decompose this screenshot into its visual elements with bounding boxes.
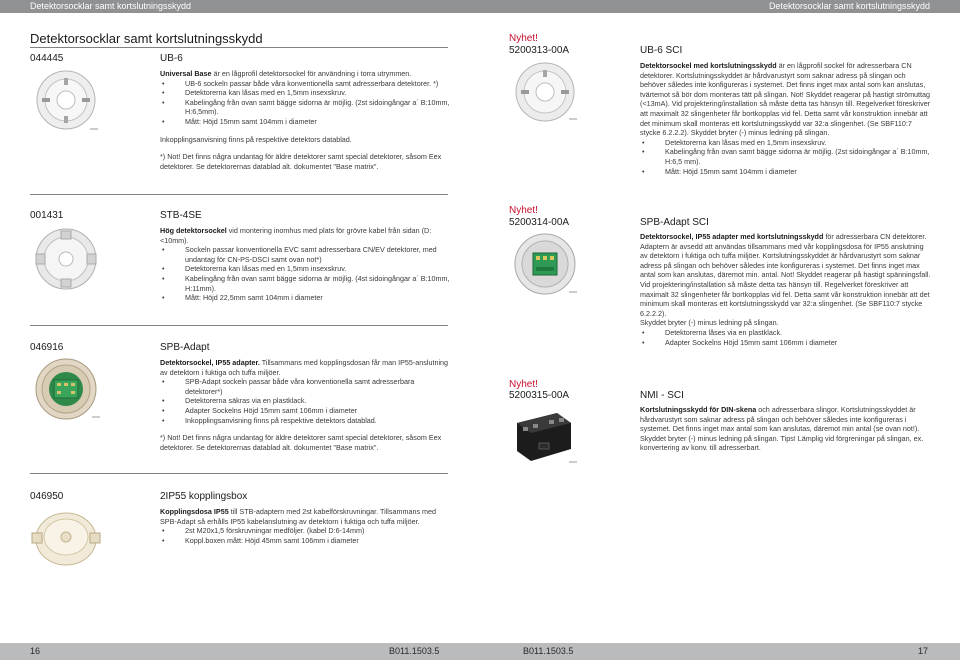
list-item: • 2st M20x1,5 förskruvningar medföljer. (kabel D:6-14mm) bbox=[160, 526, 450, 536]
desc-bold: Kortslutningsskydd för DIN-skena bbox=[640, 405, 757, 414]
note: *) Not! Det finns några undantag för äldre detektorer samt special detektorer, såsom Eex detektorer. Se detektorernas datablad alt. dokumentet "Base matrix". bbox=[160, 152, 442, 171]
list-item: • Koppl.boxen mått: Höjd 45mm samt 106mm i diameter bbox=[160, 536, 450, 546]
spbadapt-description bbox=[160, 358, 450, 452]
list-item: • Kabelingång från ovan samt bägge sidorna är möjlig. (4st sidoingångar a´ B:10mm, H:11mm). bbox=[160, 274, 450, 293]
desc-bold: Detektorsockel med kortslutningsskydd bbox=[640, 61, 777, 70]
section-rule bbox=[30, 47, 448, 48]
ub6-description bbox=[160, 69, 450, 171]
header-bar bbox=[0, 0, 960, 13]
list-item: • SPB-Adapt sockeln passar både våra konventionella samt adresserbara detektorer*) bbox=[160, 377, 450, 396]
product-code: 001431 bbox=[30, 210, 64, 221]
stb4se-base-image bbox=[30, 228, 102, 290]
list-item: • Mått: Höjd 15mm samt 104mm i diameter bbox=[160, 117, 450, 127]
desc-bold: Kopplingsdosa IP55 bbox=[160, 507, 229, 516]
extra-text: Skyddet bryter (-) minus ledning på slingan. bbox=[640, 318, 779, 328]
page-heading: Detektorsocklar samt kortslutningsskydd bbox=[30, 31, 263, 46]
ip55box-image bbox=[30, 507, 102, 567]
list-item: • Sockeln passar konventionella EVC samt adresserbara CN/EV detektorer, med undantag för CN-PS-DSCI samt ovan not*) bbox=[160, 245, 450, 264]
ip55box-description bbox=[160, 507, 450, 545]
footer-bar bbox=[0, 643, 960, 660]
spbadaptsci-image bbox=[509, 233, 581, 297]
header-title-right: Detektorsocklar samt kortslutningsskydd bbox=[768, 1, 930, 11]
section-rule bbox=[30, 325, 448, 326]
section-rule bbox=[30, 194, 448, 195]
page-number-left: 16 bbox=[30, 646, 41, 656]
list-item: • Detektorerna säkras via en plastklack. bbox=[160, 396, 450, 406]
list-item: • Mått: Höjd 15mm samt 104mm i diameter bbox=[640, 167, 932, 177]
desc-text: och adresserbara slingor. Kortslutningsskyddet är hårdvarustyrt som saknar adress på slingan och behöver således inte konfigureras i systemet. Det finns inget max antal som kan anslutas, däremot min antal (se ovan not!). Skyddet bryter (-) minus ledning på slingan. Tips! Lämplig vid förgreningar på slingan, ex. konvertering av konv. till adresserbart. bbox=[640, 405, 924, 453]
ub6sci-base-image bbox=[509, 62, 581, 124]
document-ref-left: B011.1503.5 bbox=[389, 646, 440, 656]
stb4se-description bbox=[160, 226, 450, 303]
note: *) Not! Det finns några undantag för äldre detektorer samt special detektorer, såsom Eex detektorer. Se detektorernas datablad alt. dokumentet "Base matrix". bbox=[160, 433, 442, 452]
product-code: 5200314-00A bbox=[509, 217, 570, 228]
ub6-base-image bbox=[30, 70, 102, 132]
nmisci-description bbox=[640, 405, 932, 453]
list-item: • Detektorerna kan låsas med en 1,5mm insexskruv. bbox=[640, 138, 932, 148]
desc-bold: Hög detektorsockel bbox=[160, 226, 227, 235]
list-item: • UB-6 sockeln passar både våra konventionella samt adresserbara detektorer. *) bbox=[160, 79, 450, 89]
list-item: • Inkopplingsanvisning finns på respektive detektors datablad. bbox=[160, 416, 450, 426]
section-rule bbox=[30, 473, 448, 474]
product-code: 5200315-00A bbox=[509, 390, 570, 401]
product-name: SPB-Adapt bbox=[160, 342, 210, 353]
spbadaptsci-description bbox=[640, 232, 932, 347]
desc-text: är en lågprofil sockel för adresserbara CN detektorer. Kortslutningsskyddet är hårdvarustyrt som saknar adress på slingan och behöver således inte konfigureras i systemet. Det finns inget max antal som kan anslutas, tvärtemot så bör dom monteras tätt på slingan. Not! Skyddet reagerar på hastigt strömuttag (<13mA). Vid projektering/installation så måste detta tas hänsyn till. Regelverket föreskriver att maximalt 32 slingenheter får bortkopplas vid fel. Detta samt vår konstruktion innebär att det minimum skall monteras ett kortslutningsskydd var 32:a slingenhet. (Se SBF110:7 stycke 6.2.2.2). Skyddet bryter (-) minus ledning på slingan. bbox=[640, 61, 931, 138]
list-item: • Kabelingång från ovan samt bägge sidorna är möjlig. (2st sidoingångar a´ B:10mm, H:6,5mm). bbox=[160, 98, 450, 117]
product-name: STB-4SE bbox=[160, 210, 202, 221]
new-badge: Nyhet! bbox=[509, 379, 538, 390]
spbadapt-image bbox=[30, 358, 104, 422]
desc-text: till STB-adaptern med 2st kabelförskruvningar. Tillsammans med SPB-Adapt så erhålls IP55 kabelanslutning av detektorn i fuktiga och tuffa miljöer. bbox=[160, 507, 437, 526]
nmisci-din-module-image bbox=[509, 405, 581, 467]
product-code: 5200313-00A bbox=[509, 45, 570, 56]
desc-text: för adresserbara CN detektorer. Adaptern är avsedd att användas tillsammans med vår kopplingsdosa för IP55 anslutning av detektorn i fuktiga och tuffa miljöer. Kortslutningsskyddet är hårdvarustyrt som saknar adress på slingan och behöver således inte konfigureras i systemet. Det finns inget max antal som kan anslutas, däremot min. antal. Not! Skyddet reagerar på hastigt spänningsfall. Vid projektering/installation så måste detta tas hänsyn till. Regelverket föreskriver att maximalt 32 slingenheter får bortkopplas vid fel. Detta samt vår konstruktion innebär att det minimum skall monteras ett kortslutningsskydd var 32:a slingenhet. (Se SBF110:7 stycke 6.2.2.2). bbox=[640, 232, 931, 318]
header-title-left: Detektorsocklar samt kortslutningsskydd bbox=[30, 1, 192, 11]
desc-bold: Detektorsockel, IP55 adapter. bbox=[160, 358, 260, 367]
product-code: 046950 bbox=[30, 491, 64, 502]
list-item: • Mått: Höjd 22,5mm samt 104mm i diameter bbox=[160, 293, 450, 303]
product-name: SPB-Adapt SCI bbox=[640, 217, 709, 228]
desc-bold: Detektorsockel, IP55 adapter med kortslutningsskydd bbox=[640, 232, 824, 241]
product-name: NMI - SCI bbox=[640, 390, 684, 401]
ub6sci-description bbox=[640, 61, 932, 176]
desc-bold: Universal Base bbox=[160, 69, 212, 78]
desc-text: Tillsammans med kopplingsdosan får man IP55-anslutning av detektorn i fuktiga och tuffa miljöer. bbox=[160, 358, 449, 377]
product-name: 2IP55 kopplingsbox bbox=[160, 491, 248, 502]
list-item: • Kabelingång från ovan samt bägge sidorna är möjlig. (2st sidoingångar a´ B:10mm, H:6,5 mm). bbox=[640, 147, 932, 166]
product-name: UB-6 bbox=[160, 53, 183, 64]
note: Inkopplingsanvisning finns på respektive detektors datablad. bbox=[160, 134, 352, 144]
list-item: • Detektorerna kan låsas med en 1,5mm insexskruv. bbox=[160, 88, 450, 98]
page-number-right: 17 bbox=[918, 646, 929, 656]
new-badge: Nyhet! bbox=[509, 33, 538, 44]
product-code: 044445 bbox=[30, 53, 64, 64]
desc-text: vid montering inomhus med plats för grövre kabel från sidan (D:<10mm). bbox=[160, 226, 432, 245]
product-name: UB-6 SCI bbox=[640, 45, 683, 56]
list-item: • Adapter Sockelns Höjd 15mm samt 106mm i diameter bbox=[160, 406, 450, 416]
list-item: • Detektorerna kan låsas med en 1,5mm insexskruv. bbox=[160, 264, 450, 274]
desc-text: är en lågprofil detektorsockel för användning i torra utrymmen. bbox=[211, 69, 412, 78]
product-code: 046916 bbox=[30, 342, 64, 353]
document-ref-right: B011.1503.5 bbox=[523, 646, 574, 656]
list-item: • Detektorerna låses via en plastklack. bbox=[640, 328, 932, 338]
new-badge: Nyhet! bbox=[509, 205, 538, 216]
list-item: • Adapter Sockelns Höjd 15mm samt 106mm i diameter bbox=[640, 338, 932, 348]
